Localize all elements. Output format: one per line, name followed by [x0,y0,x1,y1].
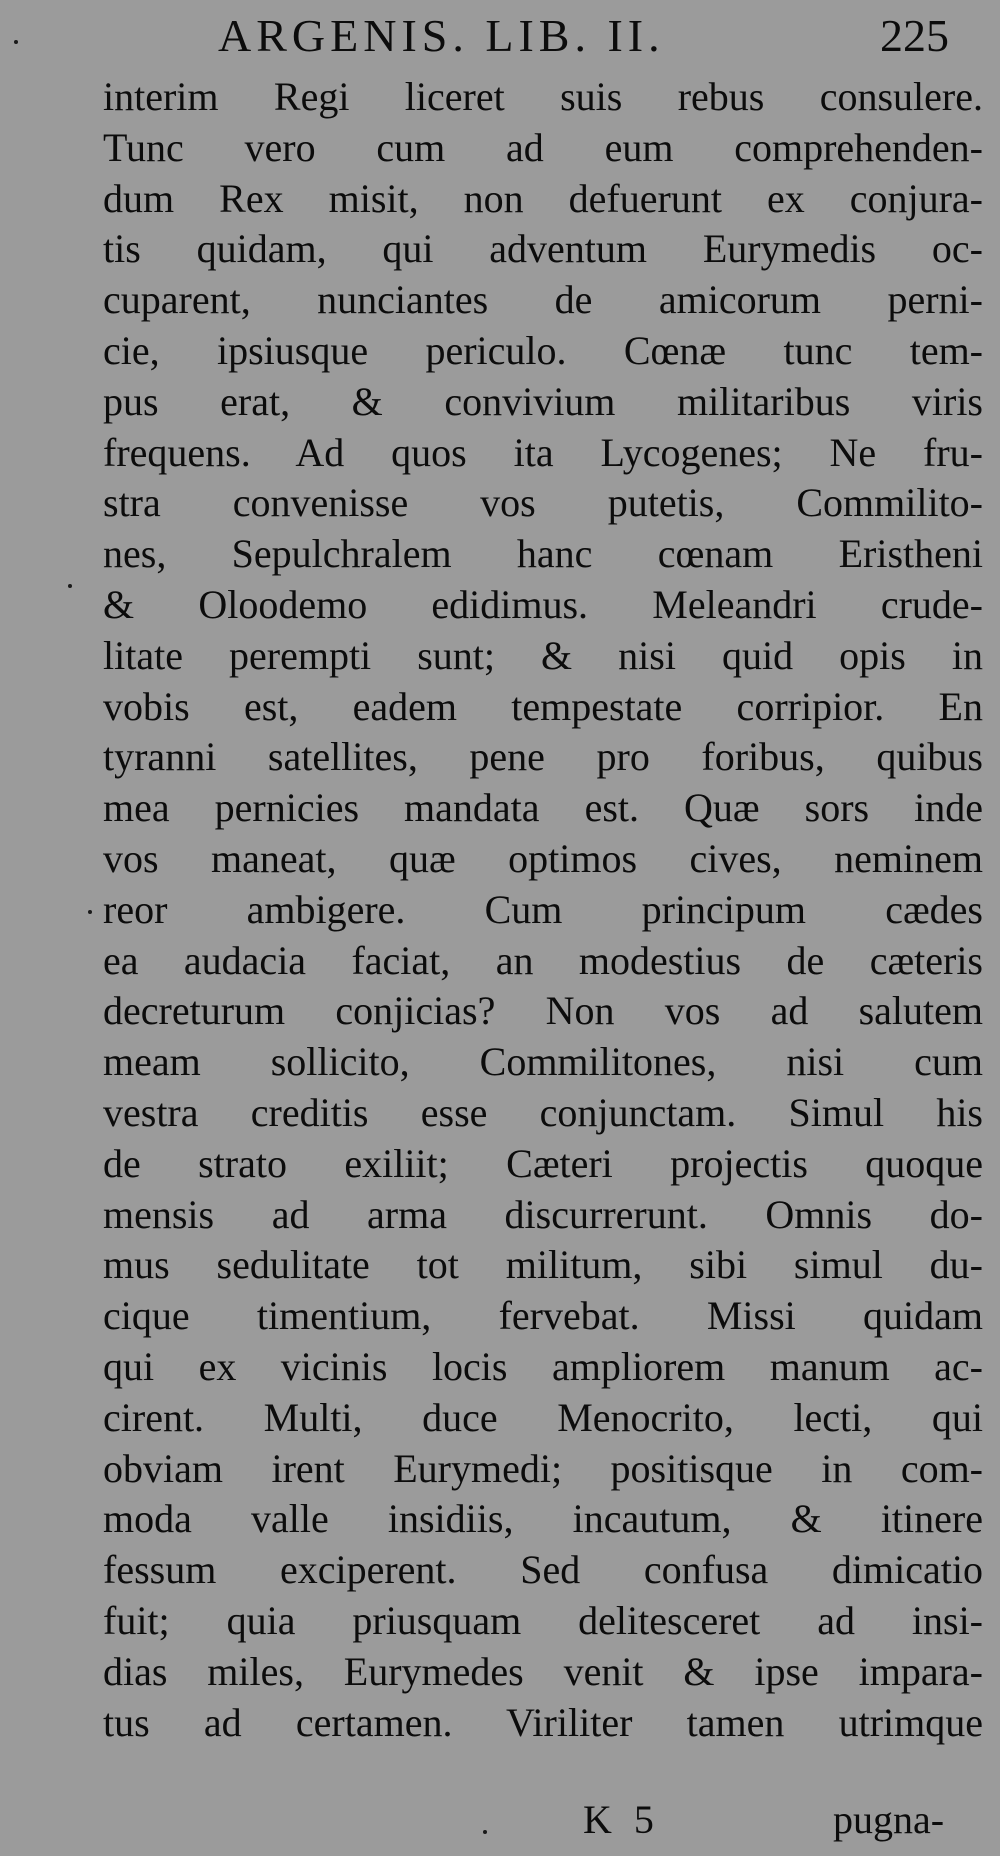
text-line: cie, ipsiusque periculo. Cœnæ tunc tem- [103,327,983,373]
text-line: tus ad certamen. Viriliter tamen utrimque [103,1699,983,1745]
text-line: de strato exiliit; Cæteri projectis quoque [103,1140,983,1186]
text-line: & Oloodemo edidimus. Meleandri crude- [103,581,983,627]
running-title: ARGENIS. LIB. II. [218,10,665,61]
margin-speck [68,584,72,588]
text-line: moda valle insidiis, incautum, & itinere [103,1496,983,1542]
text-line: frequens. Ad quos ita Lycogenes; Ne fru- [103,429,983,475]
page-number: 225 [880,10,949,61]
page-header [0,6,1000,66]
text-line: cuparent, nunciantes de amicorum perni- [103,277,983,323]
text-line: qui ex vicinis locis ampliorem manum ac- [103,1343,983,1389]
text-line: tyranni satellites, pene pro foribus, quibus [103,734,983,780]
catchword: pugna- [833,1797,945,1842]
body-text [103,72,983,1748]
text-line: Tunc vero cum ad eum comprehenden- [103,124,983,170]
text-line: interim Regi liceret suis rebus consulere. [103,74,983,119]
margin-speck [88,910,92,914]
text-line: pus erat, & convivium militaribus viris [103,378,983,424]
text-line: fuit; quia priusquam delitesceret ad insi- [103,1597,983,1643]
text-line: tis quidam, qui adventum Eurymedis oc- [103,226,983,272]
text-line: stra convenisse vos putetis, Commilito- [103,480,983,526]
text-line: dum Rex misit, non defuerunt ex conjura- [103,175,983,221]
text-line: mea pernicies mandata est. Quæ sors inde [103,785,983,831]
signature-mark: K 5 [583,1797,660,1842]
text-line: mus sedulitate tot militum, sibi simul du- [103,1242,983,1288]
text-line: nes, Sepulchralem hanc cœnam Eristheni [103,531,983,577]
text-line: litate perempti sunt; & nisi quid opis in [103,632,983,678]
text-line: meam sollicito, Commilitones, nisi cum [103,1039,983,1085]
margin-speck [483,1830,487,1834]
text-line: cirent. Multi, duce Menocrito, lecti, qui [103,1394,983,1440]
text-line: decreturum conjicias? Non vos ad salutem [103,988,983,1034]
text-line: reor ambigere. Cum principum cædes [103,886,983,932]
text-line: fessum exciperent. Sed confusa dimicatio [103,1547,983,1593]
text-line: mensis ad arma discurrerunt. Omnis do- [103,1191,983,1237]
text-line: vos maneat, quæ optimos cives, neminem [103,835,983,881]
text-line: ea audacia faciat, an modestius de cæteris [103,937,983,983]
margin-speck [14,40,18,44]
text-line: cique timentium, fervebat. Missi quidam [103,1293,983,1339]
page-footer [0,1792,1000,1848]
text-line: vobis est, eadem tempestate corripior. En [103,683,983,729]
text-line: vestra creditis esse conjunctam. Simul his [103,1089,983,1135]
text-line: obviam irent Eurymedi; positisque in com- [103,1445,983,1491]
text-line: dias miles, Eurymedes venit & ipse impara- [103,1648,983,1694]
